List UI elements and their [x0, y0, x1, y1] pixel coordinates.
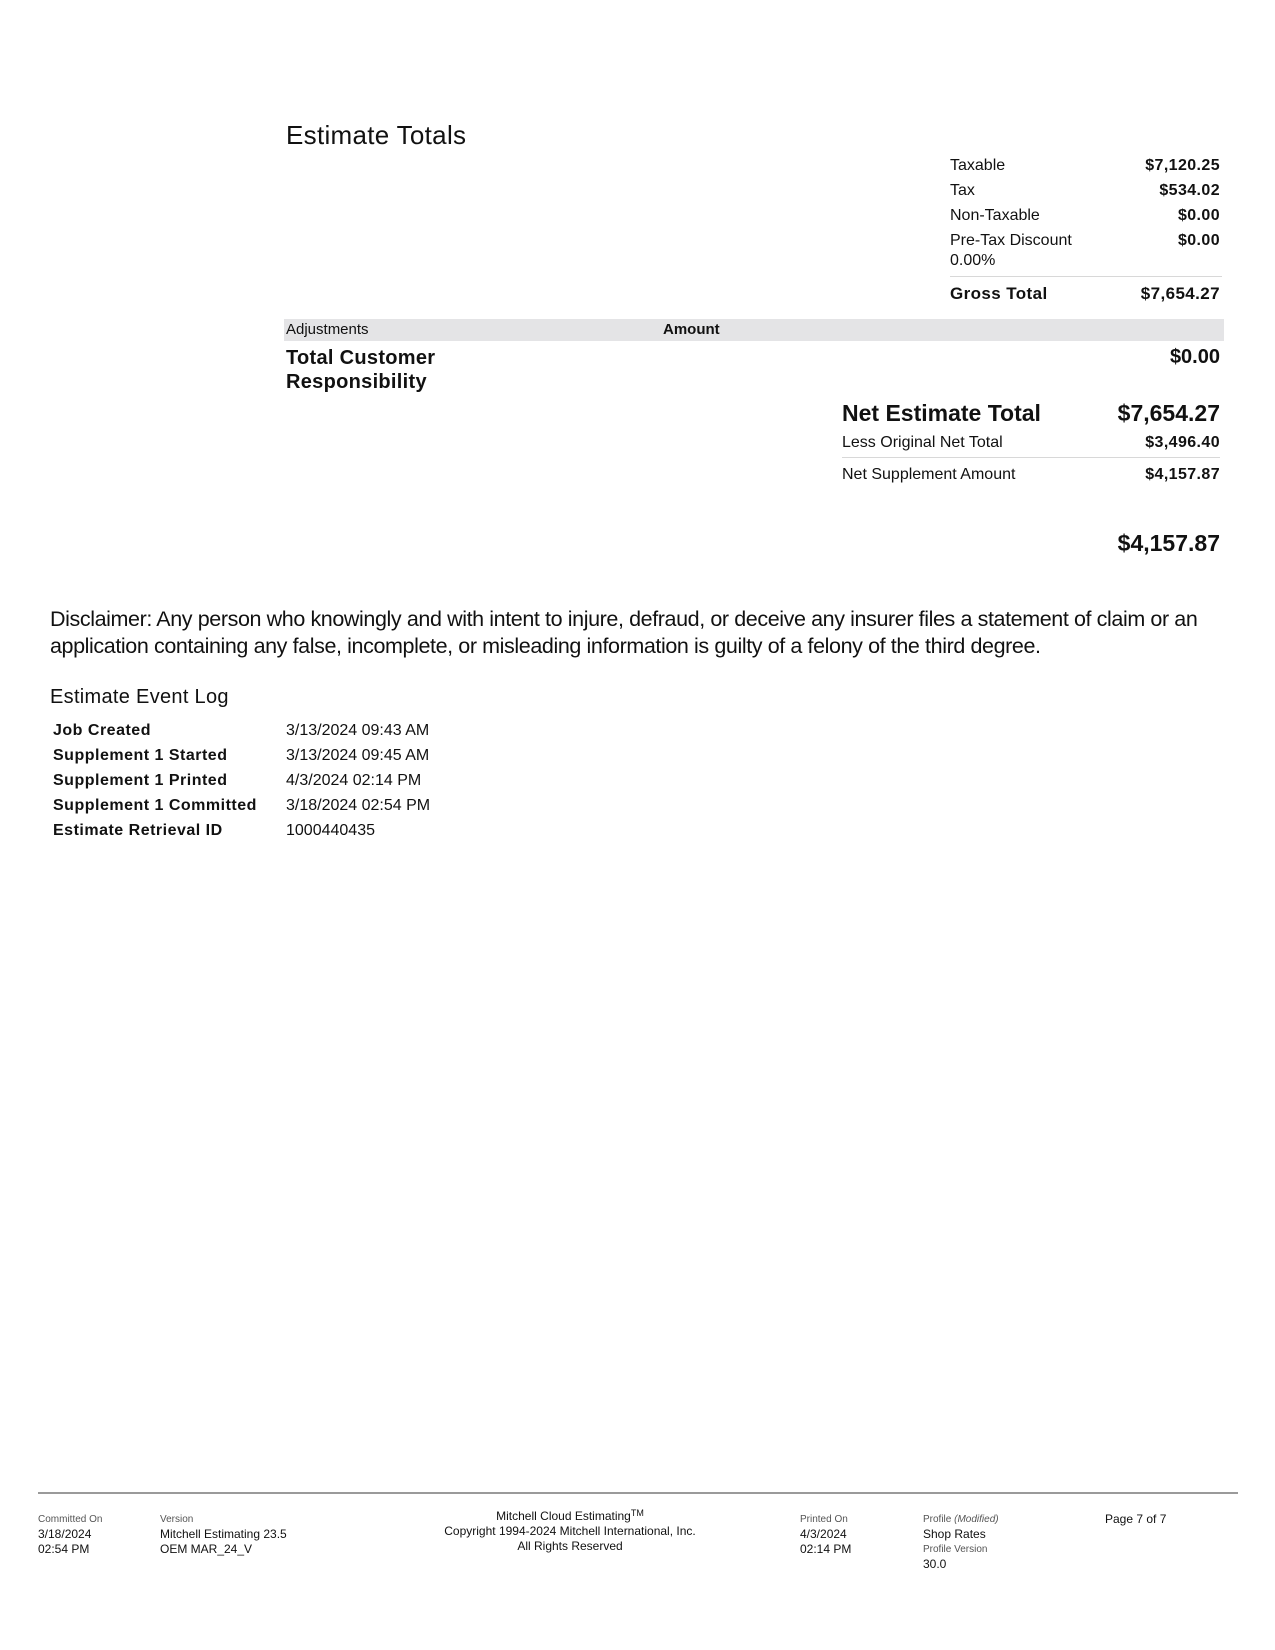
net-divider — [842, 457, 1220, 458]
profile-version: 30.0 — [923, 1557, 947, 1571]
nontaxable-value: $0.00 — [1177, 207, 1220, 224]
footer-copyright — [400, 1509, 740, 1554]
footer-profile — [923, 1512, 999, 1572]
version-code: OEM MAR_24_V — [160, 1542, 253, 1556]
event-value: 3/18/2024 02:54 PM — [286, 796, 431, 814]
nontaxable-label: Non-Taxable — [950, 207, 1040, 224]
rights-text: All Rights Reserved — [517, 1539, 623, 1553]
gross-total-divider — [950, 276, 1222, 277]
event-log-title: Estimate Event Log — [50, 686, 229, 708]
taxable-label: Taxable — [950, 157, 1006, 174]
less-original-label: Less Original Net Total — [842, 433, 1003, 451]
less-original-row — [842, 430, 1220, 455]
gross-total-row — [950, 284, 1220, 304]
event-label: Job Created — [53, 721, 151, 739]
net-supplement-label: Net Supplement Amount — [842, 465, 1016, 483]
total-customer-responsibility-label: Total Customer Responsibility — [286, 347, 436, 393]
nontaxable-row — [950, 207, 1220, 232]
net-supplement-value: $4,157.87 — [1145, 465, 1220, 483]
footer-committed — [38, 1512, 102, 1557]
tax-value: $534.02 — [1159, 182, 1220, 199]
event-log-table — [53, 718, 430, 843]
footer-printed — [800, 1512, 851, 1557]
disclaimer: Disclaimer: Any person who knowingly and with intent to injure, defraud, or deceive any insurer files a statement of claim or an application containing any false, incomplete, or misleading information is guilty of a felony of the third degree. — [50, 607, 1198, 658]
gross-total-label: Gross Total — [950, 284, 1048, 303]
net-estimate-total-value: $7,654.27 — [1117, 400, 1220, 426]
copyright-text: Copyright 1994-2024 Mitchell International, Inc. — [444, 1524, 696, 1538]
event-value: 1000440435 — [286, 821, 375, 839]
amount-column-header: Amount — [663, 321, 720, 338]
version-name: Mitchell Estimating 23.5 — [160, 1527, 287, 1541]
version-caption: Version — [160, 1514, 194, 1525]
printed-caption: Printed On — [800, 1514, 848, 1525]
event-value: 4/3/2024 02:14 PM — [286, 771, 422, 789]
less-original-value: $3,496.40 — [1145, 433, 1220, 451]
table-row — [53, 793, 430, 818]
table-row — [53, 768, 430, 793]
pretax-discount-label: Pre-Tax Discount — [950, 232, 1072, 249]
profile-modified: (Modified) — [954, 1514, 999, 1525]
net-estimate-total-row — [842, 400, 1220, 430]
profile-name: Shop Rates — [923, 1527, 986, 1541]
page-title: Estimate Totals — [286, 120, 467, 150]
table-row — [53, 743, 430, 768]
event-value: 3/13/2024 09:43 AM — [286, 721, 430, 739]
committed-date: 3/18/2024 — [38, 1527, 92, 1541]
event-label: Supplement 1 Printed — [53, 771, 228, 789]
event-label: Estimate Retrieval ID — [53, 821, 223, 839]
pretax-discount-row — [950, 232, 1220, 272]
tax-label: Tax — [950, 182, 975, 199]
footer-version — [160, 1512, 287, 1557]
product-name: Mitchell Cloud Estimating — [496, 1509, 631, 1523]
printed-time: 02:14 PM — [800, 1542, 852, 1556]
event-label: Supplement 1 Started — [53, 746, 228, 764]
final-total: $4,157.87 — [1117, 530, 1220, 556]
tax-row — [950, 182, 1220, 207]
profile-caption: Profile — [923, 1514, 952, 1525]
event-label: Supplement 1 Committed — [53, 796, 257, 814]
gross-total-value: $7,654.27 — [1140, 284, 1220, 303]
pretax-discount-value: $0.00 — [1177, 232, 1220, 249]
table-row — [53, 718, 430, 743]
page-number: Page 7 of 7 — [1105, 1512, 1167, 1526]
committed-time: 02:54 PM — [38, 1542, 90, 1556]
adjustments-column-header: Adjustments — [286, 321, 369, 338]
table-row — [53, 818, 430, 843]
adjustments-header — [284, 319, 1224, 341]
net-estimate-total-label: Net Estimate Total — [842, 400, 1041, 426]
taxable-row — [950, 157, 1220, 182]
trademark: TM — [630, 1508, 644, 1518]
pretax-discount-percent: 0.00% — [950, 252, 996, 269]
footer-divider — [38, 1492, 1238, 1494]
tax-summary — [950, 157, 1220, 272]
net-supplement-row — [842, 462, 1220, 487]
taxable-value: $7,120.25 — [1145, 157, 1220, 174]
total-customer-responsibility-value: $0.00 — [1169, 346, 1220, 368]
net-totals — [842, 400, 1220, 487]
event-value: 3/13/2024 09:45 AM — [286, 746, 430, 764]
printed-date: 4/3/2024 — [800, 1527, 847, 1541]
profile-version-caption: Profile Version — [923, 1544, 988, 1555]
committed-caption: Committed On — [38, 1514, 103, 1525]
